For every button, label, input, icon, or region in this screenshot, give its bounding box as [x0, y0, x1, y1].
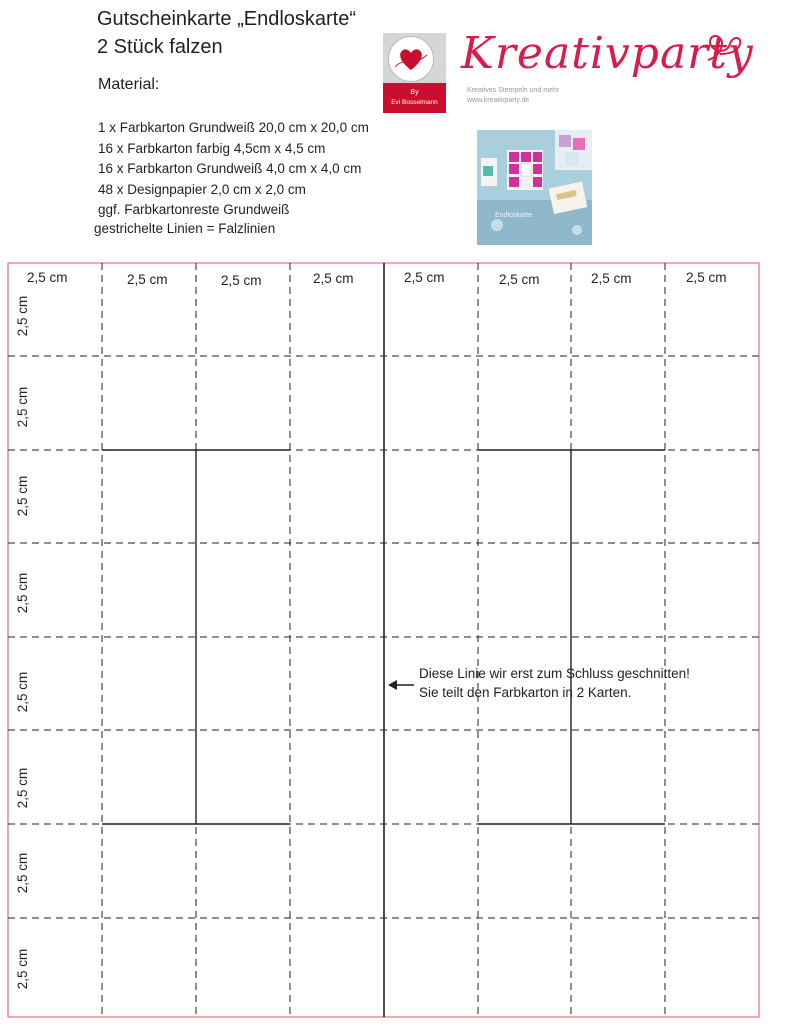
logo-author: Evi Bosselmann [391, 99, 438, 106]
material-item: 16 x Farbkarton Grundweiß 4,0 cm x 4,0 cm [98, 161, 362, 176]
column-label: 2,5 cm [686, 270, 727, 285]
cut-note-line1: Diese Linie wir erst zum Schluss geschnitten! [419, 666, 690, 681]
material-item: 48 x Designpapier 2,0 cm x 2,0 cm [98, 181, 306, 197]
column-label: 2,5 cm [27, 270, 68, 285]
material-item: 1 x Farbkarton Grundweiß 20,0 cm x 20,0 cm [98, 120, 369, 135]
row-label: 2,5 cm [15, 295, 30, 337]
row-label: 2,5 cm [15, 386, 30, 428]
row-label: 2,5 cm [15, 852, 30, 894]
row-label: 2,5 cm [15, 767, 30, 809]
row-label: 2,5 cm [15, 948, 30, 990]
row-label: 2,5 cm [15, 572, 30, 614]
page-subtitle: 2 Stück falzen [97, 36, 223, 58]
cut-note [419, 664, 690, 702]
material-item: 16 x Farbkarton farbig 4,5cm x 4,5 cm [98, 140, 326, 156]
cut-note-line2: Sie teilt den Farbkarton in 2 Karten. [419, 685, 632, 700]
logo-by: By [410, 89, 419, 96]
material-item: ggf. Farbkartonreste Grundweiß [98, 202, 290, 217]
fold-line-note: gestrichelte Linien = Falzlinien [94, 221, 276, 236]
row-label: 2,5 cm [15, 671, 30, 713]
arrow-left-icon [388, 678, 416, 692]
brand-website: www.kreativparty.de [467, 97, 530, 104]
row-label: 2,5 cm [15, 475, 30, 517]
column-label: 2,5 cm [313, 271, 354, 286]
brand-tagline: Kreatives Stempeln und mehr [467, 87, 560, 94]
brand-wordmark: Kreativparty [461, 28, 754, 79]
column-label: 2,5 cm [404, 270, 445, 285]
page-title: Gutscheinkarte „Endloskarte“ [97, 8, 357, 30]
column-label: 2,5 cm [127, 272, 168, 287]
photo-caption: Endloskarte [495, 212, 532, 219]
column-label: 2,5 cm [591, 271, 632, 286]
column-label: 2,5 cm [221, 273, 262, 288]
column-label: 2,5 cm [499, 272, 540, 287]
material-heading: Material: [98, 76, 160, 93]
